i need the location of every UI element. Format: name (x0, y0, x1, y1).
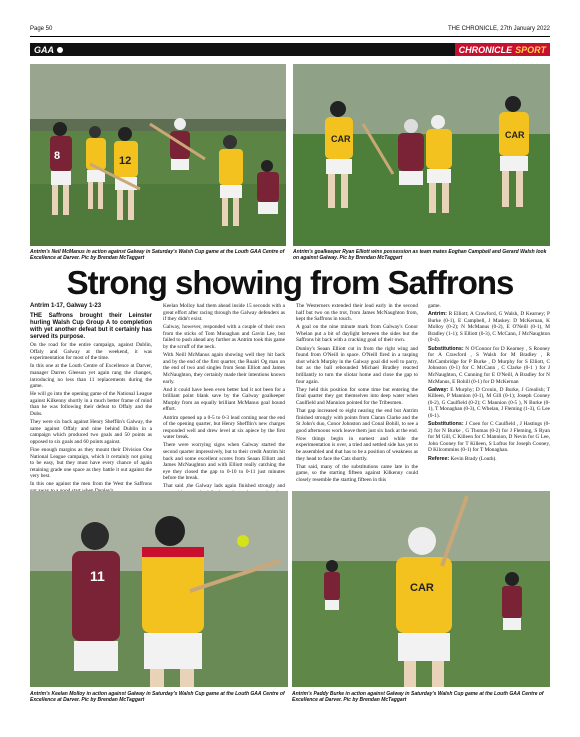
header-rule (30, 36, 550, 37)
article-column-2 (163, 303, 285, 511)
photo-caption: Antrim's Keelan Molloy in action against Galway in Saturday's Walsh Cup game at the Louth GAA Centre of Excellence at Darver. Pic by Brendan McTaggart (30, 691, 285, 703)
article-paragraph: Galway, however, responded with a couple of their own from the sticks of Tom Monaghan and Gavin Lee, but failed to push ahead any further as Antrim took this game by the scruff of the neck. (163, 324, 285, 351)
svg-text:CAR: CAR (331, 134, 351, 144)
article-paragraph: That gap increased to eight nearing the end but Antrim finished strongly with points from Ciaran Clarke and the St John's duo, Conor Johnston and Conal Bohill, to see a good afternoons work leave them just six back at the end. (296, 407, 418, 434)
photo-caption: Antrim's Neil McManus in action against Galway in Saturday's Walsh Cup game at the Louth GAA Centre of Excellence at Darver. Pic by Brendan McTaggart (30, 249, 285, 261)
svg-text:11: 11 (90, 568, 105, 584)
article-paragraph: Now things begin in earnest and while the experimentation is over, a tried and settled side has yet to be assembled and that has to be a position of weakness as they head to face the Cats shortly. (296, 435, 418, 462)
hurling-photo-image (292, 491, 550, 687)
article-paragraph: On the road for the entire campaign, against Dublin, Offaly and Galway at the weekend, it was experimentation for most of the time. (30, 342, 152, 362)
article-paragraph: With Neill McManus again showing well they hit back and by the end of the first quarter, the Ruairi Og man on the end of two and singles from Sean Elliott and James McNaughton, they certainly made their intentions known early. (163, 352, 285, 385)
hurling-photo-image (30, 64, 286, 246)
article-paragraph: Keelan Molloy had them ahead inside 15 seconds with a great effort after racing through the Galway defenders as if they didn't exist. (163, 303, 285, 323)
team-lineup-antrim: Antrim: R Elliott; A Crawford, G Walsh, D Kearney; P Burke (0-1), E Campbell, J Maskey. D McKernan, K Molloy (0-2); N McManus (0-2), E O'Neill (0-1), M Bradley (1-1); S Elliott (0-3), C McCann, J McNaughton (0-4). (428, 311, 551, 344)
article-column-4 (428, 303, 550, 464)
article-paragraph: Fine enough margins as they mount their Division One National League campaign, which it certainly not going to be easy, but they must have every chance of again retaining grade one space as they battle it out against the very best. (30, 447, 152, 480)
article-lead: THE Saffrons brought their Leinster hurling Walsh Cup Group A to completion with yet another defeat but it certainly has served its purpose. (30, 312, 152, 340)
team-lineup-galway: Galway: E Murphy; D Cronin, D Burke, J Grealish; T Killeen, P Mannion (0-1), M Gill (0-1); Joseph Cooney (0-2), G Caulfield (0-2); C Mannion (0-5 ), N Burke (0-1), T Monaghan (0-3), C Whelan, J Fleming (1-3), G Lee (0-1). (428, 386, 551, 419)
photo-ryan-elliott (293, 64, 550, 246)
svg-text:8: 8 (54, 150, 61, 162)
article-paragraph: They held this position for some time but entering the final quarter they got themselves into deep water when Caulfield and Mannion pointed for the Tribesmen. (296, 386, 418, 406)
hurling-photo-image (293, 64, 550, 246)
referee: Referee: Kevin Brady (Louth). (428, 455, 497, 462)
paper-dateline: THE CHRONICLE, 27th January 2022 (447, 26, 550, 32)
article-paragraph: A goal on the nine minute mark from Galway's Conor Whelan put a bit of daylight between the sides but the Saffrons hit back with a cracking goal of their own. (296, 324, 418, 344)
article-headline: Strong showing from Saffrons (66, 264, 514, 301)
section-banner (30, 43, 550, 56)
article-paragraph: Antrim opened up a 0-5 to 0-3 lead coming near the end of the opening quarter, but Henry Shefflin's new charges responded well and drew level at six apiece by the first water break. (163, 414, 285, 441)
match-score: Antrim 1-17, Galway 1-23 (30, 303, 102, 309)
article-column-1 (30, 303, 152, 496)
article-paragraph: The Westerners extended their lead early in the second half but two on the trot, from James McNaughton from, kept the Saffrons in touch. (296, 303, 418, 323)
photo-neil-mcmanus (30, 64, 286, 246)
article-paragraph: And it could have been even better had it not been for a brilliant point blank save by the Galway goalkeeper Murphy from an equally brilliant McManus goal bound effort. (163, 386, 285, 413)
photo-keelan-molloy (30, 491, 288, 687)
svg-text:CAR: CAR (505, 130, 525, 140)
article-paragraph: In this one against the men from the West the Saffrons (30, 481, 152, 488)
antrim-substitutions: Substitutions: N O'Connor for D Kearney , S Rooney for A Crawford , S Walsh for M Bradley , R McCambridge for P Burke , D Murphy for S Elliott, C Johnston (0-1) for C McCann , C Clarke (0-1 ) for J McNaughton, C Cunning for E O'Neill, A Bradley for N McManus, E Bohill (0-1) for D McKernan (428, 345, 550, 385)
photo-caption: Antrim's goalkeeper Ryan Elliott wins possession as team mates Eoghan Campbell and Gerard Walsh look on against Galway. Pic by Brendan McTaggart (293, 249, 547, 261)
article-paragraph: That said ,the Galway lads again finished strongly and (163, 483, 285, 490)
page-header (30, 26, 550, 36)
photo-caption: Antrim's Paddy Burke in action against Galway in Saturday's Walsh Cup game at the Louth GAA Centre of Excellence at Darver. Pic by Brendan McTaggart (292, 691, 544, 703)
galway-substitutions: Substitutions: J Coen for C Caulfield , J Hastings (0-2) for N Burke , G Thomas (0-2) for J Fleming, S Ryan for M Gill, C Killeen for C Mannion, D Nevin for G Lee, John Cooney for T Killeen, S Loftus for Joseph Cooney, D Kilcommins (0-1) for T Monaghan. (428, 421, 551, 454)
article-paragraph: In this one at the Louth Centre of Excellence at Darver, manager Darren Gleeson yet again rang the changes, introducing no less than 11 replacements during the game. (30, 363, 152, 390)
svg-text:12: 12 (119, 155, 132, 167)
article-paragraph: game. (428, 303, 441, 309)
gaa-crest-icon (57, 47, 63, 53)
gaa-logo: GAA (30, 45, 63, 55)
article-paragraph: There were worrying signs when Galway started the second quarter impressively, but to their credit Antrim hit back and some excellent scores from Seaan Elliott and James McNaughton and with Elliott really catching the eye they closed the gap to 0-10 to 0-11 just minutes before the break. (163, 442, 285, 482)
article-column-3 (296, 303, 418, 485)
chronicle-sport-logo: CHRONICLE SPORT (455, 43, 550, 56)
article-paragraph: He will go into the opening game of the National League against Kilkenny shortly in a much better frame of mind than he was following their defeat to Offaly and the Dubs. (30, 391, 152, 418)
article-paragraph: That said, many of the substitutions came late in the game, so the starting fifteen against Kilkenny could closely resemble the starting fifteen in this (296, 463, 418, 483)
hurling-photo-image (30, 491, 288, 687)
article-paragraph: Dunloy's Seaan Elliott cut in from the right wing and found from O'Neill in space. O'Neill fired in a rasping shot which Murphy in the Galway goal did well to parry, but as the ball rebounded Michael Bradley reacted brilliantly to turn the sliotar home and close the gap to four again. (296, 345, 418, 385)
photo-paddy-burke (292, 491, 550, 687)
article-paragraph: They were six back against Henry Shefflin's Galway, the same against Offaly and nine behind Dublin in a campaign which produced two goals and 50 points as opposed to six goals and 60 points against. (30, 419, 152, 445)
svg-text:CAR: CAR (410, 582, 434, 594)
page-number: Page 50 (30, 26, 53, 32)
